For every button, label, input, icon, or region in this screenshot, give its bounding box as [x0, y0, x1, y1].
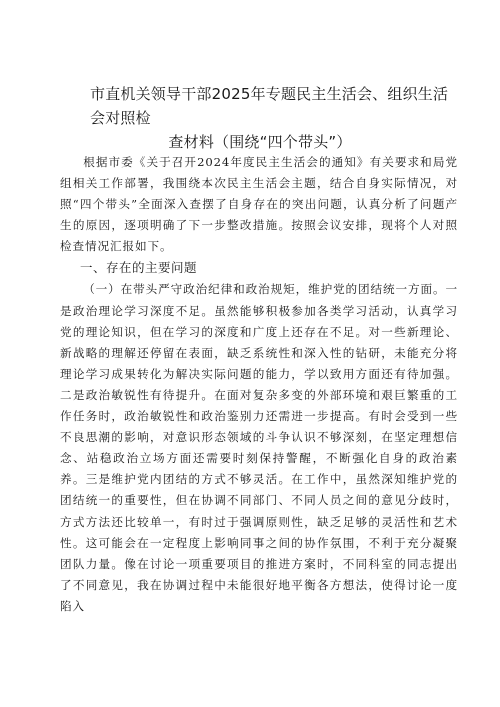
intro-paragraph: 根据市委《关于召开2024年度民主生活会的通知》有关要求和局党组相关工作部署，我围绕本次民主生活会主题，结合自身实际情况，对照“四个带头”全面深入查摆了自身存在的突出问题，认真分析了问题产生的原因，逐项明确了下一步整改措施。按照会议安排，现将个人对照检查情况汇报如下。: [60, 155, 458, 254]
document-title: [90, 82, 450, 154]
title-line-1: 市直机关领导干部2025年专题民主生活会、组织生活会对照检: [90, 85, 449, 127]
subsection-paragraph: （一）在带头严守政治纪律和政治规矩，维护党的团结统一方面。一是政治理论学习深度不足。虽然能够积极参加各类学习活动，认真学习党的理论知识，但在学习的深度和广度上还存在不足。对一些新理论、新战略的理解还停留在表面，缺乏系统性和深入性的钻研，未能充分将理论学习成果转化为解决实际问题的能力，学以致用方面还有待加强。二是政治敏锐性有待提升。在面对复杂多变的外部环境和艰巨繁重的工作任务时，政治敏锐性和政治鉴别力还需进一步提高。有时会受到一些不良思潮的影响，对意识形态领域的斗争认识不够深刻，在坚定理想信念、站稳政治立场方面还需要时刻保持警醒，不断强化自身的政治素养。三是维护党内团结的方式不够灵活。在工作中，虽然深知维护党的团结统一的重要性，但在协调不同部门、不同人员之间的意见分歧时，方式方法还比较单一，有时过于强调原则性，缺乏足够的灵活性和艺术性。这可能会在一定程度上影响同事之间的协作氛围，不利于充分凝聚团队力量。像在讨论一项重要项目的推进方案时，不同科室的同志提出了不同意见，我在协调过程中未能很好地平衡各方想法，使得讨论一度陷入: [60, 282, 459, 613]
title-line-2: 查材料（围绕“四个带头”）: [168, 133, 352, 151]
section-heading: 一、存在的主要问题: [80, 260, 198, 276]
document-body: [60, 152, 458, 617]
